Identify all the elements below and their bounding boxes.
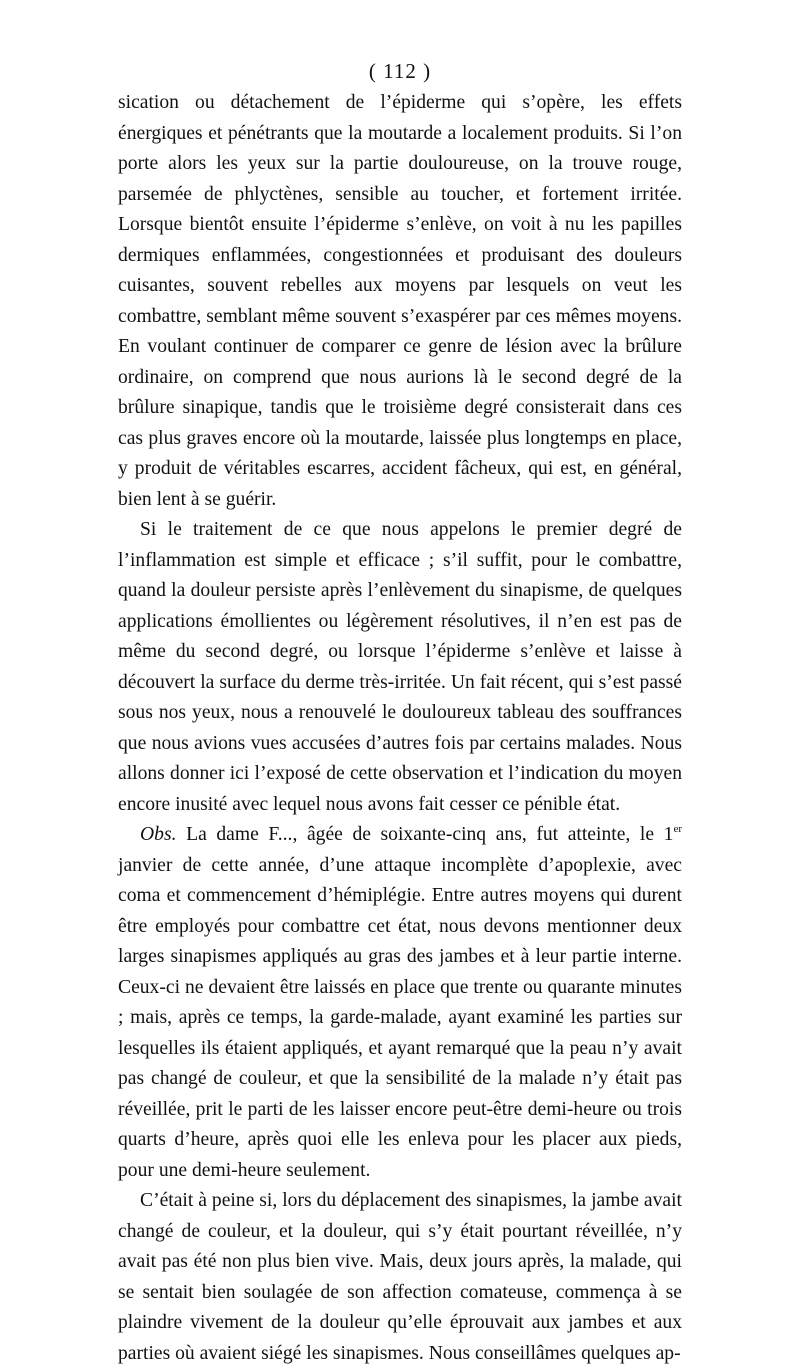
paragraph-outcome: C’était à peine si, lors du déplacement des sinapismes, la jambe avait changé de couleur, et la douleur, qui s’y était pourtant réveillée, n’y avait pas été non plus bien vive. Mais, deux jours après, la malade, qui se sentait bien soulagée de son affection comateuse, commença à se plaindre vivement de la douleur qu’elle éprouvait aux jambes et aux parties où avaient siégé les sinapismes. Nous conseillâmes quelques ap- bbox=[118, 1190, 682, 1364]
paragraph-observation bbox=[118, 820, 682, 1186]
paragraph-treatment: Si le traitement de ce que nous appelons le premier degré de l’inflammation est simple et efficace ; s’il suffit, pour le combattre, quand la douleur persiste après l’enlèvement du sinapisme, de quelques applications émollientes ou légèrement résolutives, il n’en est pas de même du second degré, ou lorsque l’épiderme s’enlève et laisse à découvert la surface du derme très-irritée. Un fait récent, qui s’est passé sous nos yeux, nous a renouvelé le douloureux tableau des souffrances que nous avions vues accusées d’autres fois par certains malades. Nous allons donner ici l’exposé de cette observation et l’indication du moyen encore inusité avec lequel nous avons fait cesser ce pénible état. bbox=[118, 519, 682, 815]
observation-label: Obs. bbox=[140, 824, 177, 845]
ordinal-superscript: er bbox=[673, 823, 682, 835]
book-page bbox=[118, 56, 682, 1369]
paragraph-continuation: sication ou détachement de l’épiderme qui s’opère, les effets énergiques et pénétrants que la moutarde a localement produits. Si l’on porte alors les yeux sur la partie douloureuse, on la trouve rouge, parsemée de phlyctènes, sensible au toucher, et fortement irritée. Lorsque bientôt ensuite l’épiderme s’enlève, on voit à nu les papilles dermiques enflammées, congestionnées et produisant des douleurs cuisantes, souvent rebelles aux moyens par lesquels on veut les combattre, semblant même souvent s’exaspérer par ces mêmes moyens. En voulant continuer de comparer ce genre de lésion avec la brûlure ordinaire, on comprend que nous aurions là le second degré de la brûlure sinapique, tandis que le troisième degré consisterait dans ces cas plus graves encore où la moutarde, laissée plus longtemps en place, y produit de véritables escarres, accident fâcheux, qui est, en général, bien lent à se guérir. bbox=[118, 92, 682, 510]
observation-text-rest: janvier de cette année, d’une attaque incomplète d’apoplexie, avec coma et commencement d’hémiplégie. Entre autres moyens qui durent être employés pour combattre cet état, nous devons mentionner deux larges sinapismes appliqués au gras des jambes et à leur partie interne. Ceux-ci ne devaient être laissés en place que trente ou quarante minutes ; mais, après ce temps, la garde-malade, ayant examiné les parties sur lesquelles ils étaient appliqués, et ayant remarqué que la peau n’y avait pas changé de couleur, et que la sensibilité de la malade n’y était pas réveillée, prit le parti de les laisser encore peut-être demi-heure ou trois quarts d’heure, après quoi elle les enleva pour les placer aux pieds, pour une demi-heure seulement. bbox=[118, 854, 682, 1181]
page-number: ( 112 ) bbox=[368, 59, 432, 83]
observation-text-start: La dame F..., âgée de soixante-cinq ans, fut atteinte, le 1 bbox=[176, 824, 674, 845]
